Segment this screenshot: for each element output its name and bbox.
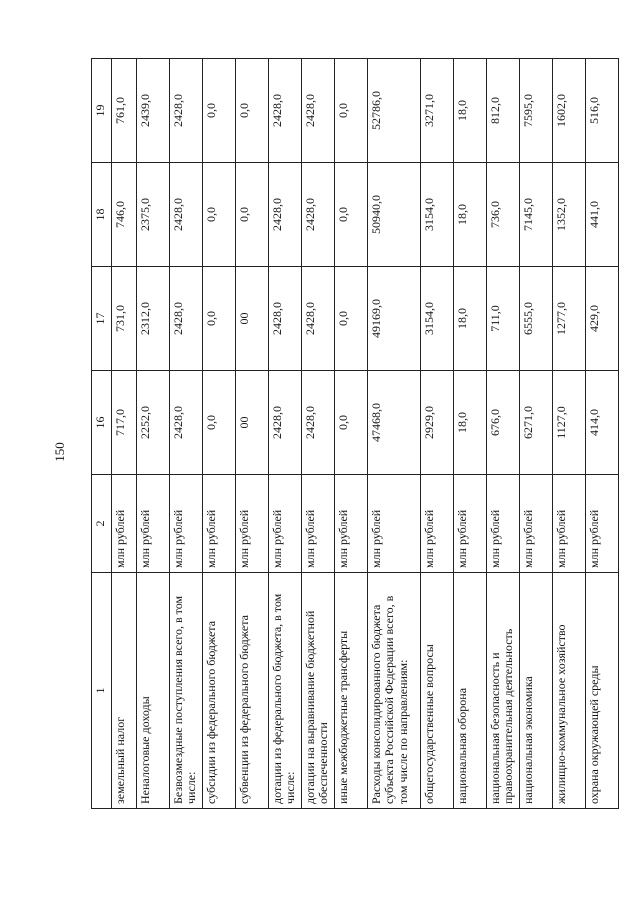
- value-cell: 2439,0: [137, 59, 170, 163]
- table-body: [112, 59, 619, 809]
- table-row: [236, 59, 269, 809]
- unit-cell: млн рублей: [203, 475, 236, 573]
- row-label: Расходы консолидированного бюджета субъекта Российской Федерации всего, в том числе по направлениям:: [368, 573, 421, 809]
- value-cell: 2428,0: [170, 371, 203, 475]
- value-cell: 1127,0: [553, 371, 586, 475]
- value-cell: 717,0: [112, 371, 137, 475]
- value-cell: 18,0: [454, 163, 487, 267]
- value-cell: 2428,0: [269, 163, 302, 267]
- budget-table: [91, 58, 619, 809]
- value-cell: 2428,0: [170, 163, 203, 267]
- header-cell: 16: [92, 371, 112, 475]
- value-cell: 52786,0: [368, 59, 421, 163]
- value-cell: 18,0: [454, 59, 487, 163]
- value-cell: 812,0: [487, 59, 520, 163]
- value-cell: 516,0: [586, 59, 619, 163]
- unit-cell: млн рублей: [137, 475, 170, 573]
- value-cell: 0,0: [335, 371, 368, 475]
- unit-cell: млн рублей: [302, 475, 335, 573]
- table-row: [487, 59, 520, 809]
- value-cell: 2312,0: [137, 267, 170, 371]
- row-label: субвенции из федерального бюджета: [236, 573, 269, 809]
- table-row: [335, 59, 368, 809]
- value-cell: 2428,0: [170, 267, 203, 371]
- table-row: [454, 59, 487, 809]
- value-cell: 441,0: [586, 163, 619, 267]
- table-row: [553, 59, 586, 809]
- value-cell: 0,0: [203, 163, 236, 267]
- value-cell: 1277,0: [553, 267, 586, 371]
- row-label: национальная оборона: [454, 573, 487, 809]
- table-row: [421, 59, 454, 809]
- value-cell: 0,0: [335, 163, 368, 267]
- value-cell: 3154,0: [421, 267, 454, 371]
- table-row: [302, 59, 335, 809]
- value-cell: 6271,0: [520, 371, 553, 475]
- unit-cell: млн рублей: [368, 475, 421, 573]
- value-cell: 746,0: [112, 163, 137, 267]
- table-row: [112, 59, 137, 809]
- table-header: [92, 59, 112, 809]
- value-cell: 429,0: [586, 267, 619, 371]
- unit-cell: млн рублей: [269, 475, 302, 573]
- value-cell: 00: [236, 267, 269, 371]
- value-cell: 0,0: [203, 59, 236, 163]
- table-row: [137, 59, 170, 809]
- unit-cell: млн рублей: [421, 475, 454, 573]
- value-cell: 18,0: [454, 371, 487, 475]
- row-label: иные межбюджетные трансферты: [335, 573, 368, 809]
- table-row: [368, 59, 421, 809]
- value-cell: 2428,0: [269, 371, 302, 475]
- unit-cell: млн рублей: [112, 475, 137, 573]
- unit-cell: млн рублей: [553, 475, 586, 573]
- value-cell: 2252,0: [137, 371, 170, 475]
- page-number: 150: [52, 442, 67, 462]
- value-cell: 736,0: [487, 163, 520, 267]
- header-cell: 19: [92, 59, 112, 163]
- value-cell: 1602,0: [553, 59, 586, 163]
- table-row: [586, 59, 619, 809]
- header-cell: 1: [92, 573, 112, 809]
- value-cell: 0,0: [236, 163, 269, 267]
- value-cell: 731,0: [112, 267, 137, 371]
- header-cell: 17: [92, 267, 112, 371]
- row-label: жилищно-коммунальное хозяйство: [553, 573, 586, 809]
- value-cell: 0,0: [335, 267, 368, 371]
- row-label: субсидии из федерального бюджета: [203, 573, 236, 809]
- row-label: дотации на выравнивание бюджетной обеспеченности: [302, 573, 335, 809]
- table-row: [520, 59, 553, 809]
- value-cell: 2428,0: [302, 371, 335, 475]
- row-label: охрана окружающей среды: [586, 573, 619, 809]
- header-cell: 18: [92, 163, 112, 267]
- value-cell: 761,0: [112, 59, 137, 163]
- value-cell: 3154,0: [421, 163, 454, 267]
- value-cell: 1352,0: [553, 163, 586, 267]
- value-cell: 18,0: [454, 267, 487, 371]
- value-cell: 00: [236, 371, 269, 475]
- value-cell: 0,0: [335, 59, 368, 163]
- unit-cell: млн рублей: [454, 475, 487, 573]
- value-cell: 2428,0: [302, 59, 335, 163]
- row-label: Неналоговые доходы: [137, 573, 170, 809]
- row-label: земельный налог: [112, 573, 137, 809]
- rotated-table-wrapper: [91, 59, 601, 809]
- value-cell: 0,0: [203, 371, 236, 475]
- value-cell: 47468,0: [368, 371, 421, 475]
- unit-cell: млн рублей: [586, 475, 619, 573]
- value-cell: 2428,0: [269, 59, 302, 163]
- value-cell: 0,0: [203, 267, 236, 371]
- header-row: [92, 59, 112, 809]
- table-row: [269, 59, 302, 809]
- row-label: дотации из федерального бюджета, в том числе:: [269, 573, 302, 809]
- table-row: [170, 59, 203, 809]
- value-cell: 6555,0: [520, 267, 553, 371]
- value-cell: 414,0: [586, 371, 619, 475]
- row-label: национальная безопасность и правоохранительная деятельность: [487, 573, 520, 809]
- value-cell: 711,0: [487, 267, 520, 371]
- unit-cell: млн рублей: [170, 475, 203, 573]
- value-cell: 2428,0: [302, 163, 335, 267]
- value-cell: 7595,0: [520, 59, 553, 163]
- unit-cell: млн рублей: [335, 475, 368, 573]
- table-row: [203, 59, 236, 809]
- row-label: Безвозмездные поступления всего, в том числе:: [170, 573, 203, 809]
- value-cell: 676,0: [487, 371, 520, 475]
- value-cell: 2428,0: [302, 267, 335, 371]
- header-cell: 2: [92, 475, 112, 573]
- value-cell: 2375,0: [137, 163, 170, 267]
- value-cell: 2929,0: [421, 371, 454, 475]
- row-label: общегосударственные вопросы: [421, 573, 454, 809]
- row-label: национальная экономика: [520, 573, 553, 809]
- value-cell: 7145,0: [520, 163, 553, 267]
- unit-cell: млн рублей: [236, 475, 269, 573]
- value-cell: 2428,0: [170, 59, 203, 163]
- value-cell: 50940,0: [368, 163, 421, 267]
- value-cell: 3271,0: [421, 59, 454, 163]
- value-cell: 0,0: [236, 59, 269, 163]
- value-cell: 2428,0: [269, 267, 302, 371]
- unit-cell: млн рублей: [487, 475, 520, 573]
- value-cell: 49169,0: [368, 267, 421, 371]
- unit-cell: млн рублей: [520, 475, 553, 573]
